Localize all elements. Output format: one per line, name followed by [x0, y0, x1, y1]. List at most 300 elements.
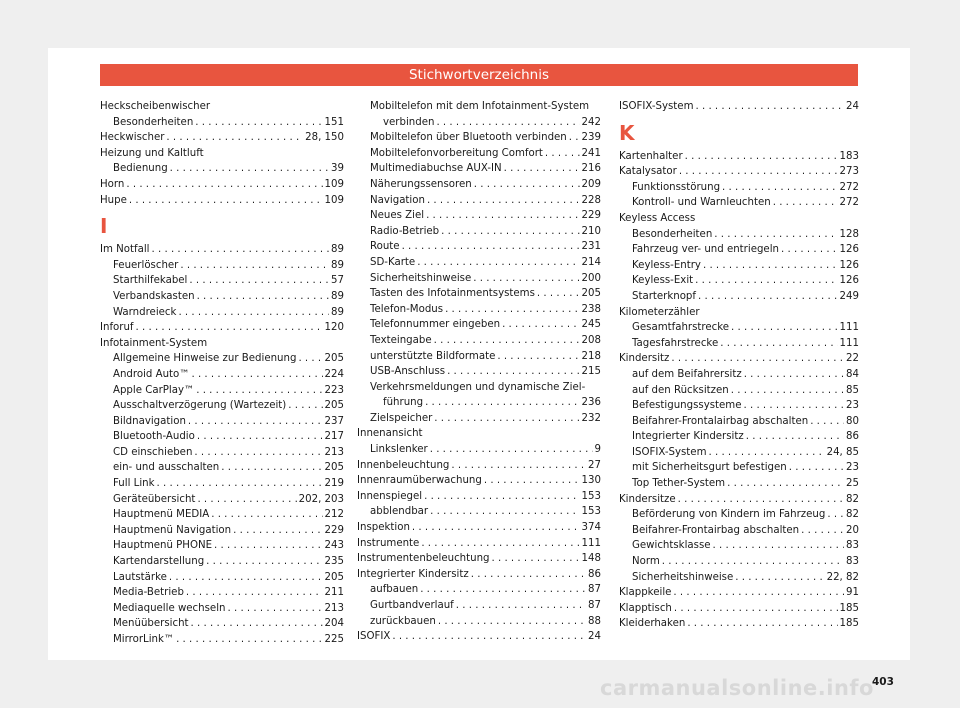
index-page-ref: 89 — [331, 290, 344, 302]
index-page-ref: 151 — [324, 116, 344, 128]
index-term: Inspektion — [357, 522, 410, 534]
index-entry — [619, 320, 859, 336]
index-page-ref: 205 — [324, 353, 344, 365]
index-page-ref: 229 — [581, 210, 601, 222]
dot-leader — [233, 523, 322, 539]
index-page-ref: 128 — [839, 228, 859, 240]
index-entry — [357, 317, 601, 333]
index-entry — [100, 351, 344, 367]
index-page-ref: 126 — [839, 259, 859, 271]
index-entry — [619, 429, 859, 445]
dot-leader — [744, 398, 845, 414]
index-term: Menüübersicht — [113, 618, 189, 630]
index-term: Navigation — [370, 194, 425, 206]
dot-leader — [671, 351, 844, 367]
index-entry — [357, 177, 601, 193]
index-entry — [619, 180, 859, 196]
index-entry — [619, 367, 859, 383]
dot-leader — [424, 489, 579, 505]
dot-leader — [191, 367, 322, 383]
index-entry — [619, 414, 859, 430]
index-heading: Mobiltelefon mit dem Infotainment-System — [370, 101, 590, 112]
index-entry — [619, 99, 859, 115]
dot-leader — [731, 383, 844, 399]
index-entry — [357, 239, 601, 255]
index-entry — [619, 195, 859, 211]
index-entry — [357, 598, 601, 614]
index-entry — [357, 364, 601, 380]
index-page-ref: 86 — [588, 568, 601, 580]
index-page-ref: 86 — [846, 431, 859, 443]
index-term: ISOFIX — [357, 631, 391, 643]
index-page-ref: 239 — [581, 132, 601, 144]
dot-leader — [447, 364, 579, 380]
index-page-ref: 232 — [581, 412, 601, 424]
dot-leader — [189, 273, 329, 289]
index-page-ref: 205 — [324, 462, 344, 474]
index-term: Beifahrer-Frontalairbag abschalten — [632, 415, 809, 427]
index-page-ref: 213 — [324, 602, 344, 614]
index-page-ref: 202, 203 — [298, 493, 344, 505]
index-entry — [100, 445, 344, 461]
index-term: Katalysator — [619, 166, 677, 178]
dot-leader — [206, 554, 322, 570]
index-term: Texteingabe — [370, 334, 432, 346]
dot-leader — [471, 567, 586, 583]
index-term: Gewichtsklasse — [632, 540, 711, 552]
index-entry — [619, 273, 859, 289]
index-page-ref: 205 — [581, 288, 601, 300]
dot-leader — [152, 242, 330, 258]
index-page-ref: 22, 82 — [826, 571, 859, 583]
index-entry — [357, 146, 601, 162]
dot-leader — [170, 161, 329, 177]
index-page-ref: 185 — [839, 602, 859, 614]
dot-leader — [445, 302, 579, 318]
index-term: Gesamtfahrstrecke — [632, 322, 730, 334]
dot-leader — [789, 460, 844, 476]
index-term: Hauptmenü PHONE — [113, 540, 213, 552]
index-term: Kindersitz — [619, 353, 670, 365]
index-page-ref: 216 — [581, 163, 601, 175]
dot-leader — [698, 289, 838, 305]
index-term: Starterknopf — [632, 290, 696, 302]
index-term: Linkslenker — [370, 444, 428, 456]
dot-leader — [484, 473, 580, 489]
section-letter: K — [619, 120, 635, 145]
index-page-ref: 218 — [581, 350, 601, 362]
index-entry — [100, 367, 344, 383]
index-entry — [357, 115, 601, 131]
dot-leader — [781, 242, 838, 258]
index-term: Tasten des Infotainmentsystems — [370, 288, 535, 300]
dot-leader — [678, 492, 844, 508]
dot-leader — [169, 570, 323, 586]
dot-leader — [392, 629, 586, 645]
index-entry — [100, 492, 344, 508]
index-entry — [619, 570, 859, 586]
index-term: Innenbeleuchtung — [357, 459, 450, 471]
index-entry — [619, 164, 859, 180]
index-page-ref: 20 — [846, 524, 859, 536]
index-page-ref: 209 — [581, 178, 601, 190]
dot-leader — [441, 224, 579, 240]
index-page-ref: 273 — [839, 166, 859, 178]
index-term: Hupe — [100, 194, 127, 206]
index-term: Verbandskasten — [113, 290, 195, 302]
index-page-ref: 24 — [846, 101, 859, 112]
index-page-ref: 23 — [846, 462, 859, 474]
dot-leader — [474, 177, 580, 193]
index-entry — [100, 193, 344, 209]
index-page-ref: 109 — [324, 194, 344, 206]
dot-leader — [497, 349, 579, 365]
index-term: Kleiderhaken — [619, 618, 686, 630]
dot-leader — [136, 320, 323, 336]
index-entry — [357, 130, 601, 146]
index-page-ref: 249 — [839, 290, 859, 302]
dot-leader — [126, 177, 322, 193]
index-page-ref: 200 — [581, 272, 601, 284]
index-entry — [619, 445, 859, 461]
index-heading: Heckscheibenwischer — [100, 101, 211, 112]
dot-leader — [176, 632, 322, 648]
index-entry — [100, 601, 344, 617]
index-term: Kartenhalter — [619, 150, 683, 162]
dot-leader — [194, 445, 322, 461]
index-page-ref: 126 — [839, 275, 859, 287]
dot-leader — [129, 193, 323, 209]
index-entry — [619, 149, 859, 165]
index-page-ref: 9 — [594, 444, 601, 456]
index-page-ref: 205 — [324, 400, 344, 412]
index-term: Hauptmenü Navigation — [113, 524, 232, 536]
index-heading: Innenansicht — [357, 428, 423, 440]
index-page-ref: 211 — [324, 587, 344, 599]
index-term: Hauptmenü MEDIA — [113, 509, 210, 521]
section-letter: I — [100, 214, 108, 239]
index-page-ref: 24 — [588, 631, 601, 643]
dot-leader — [545, 146, 580, 162]
dot-leader — [425, 395, 579, 411]
dot-leader — [438, 614, 586, 630]
dot-leader — [695, 273, 837, 289]
index-page-ref: 223 — [324, 384, 344, 396]
index-page-ref: 231 — [581, 241, 601, 253]
index-page-ref: 212 — [324, 509, 344, 521]
index-entry — [100, 161, 344, 177]
index-entry — [357, 567, 601, 583]
index-term: SD-Karte — [370, 256, 416, 268]
index-term: unterstützte Bildformate — [370, 350, 496, 362]
index-page-ref: 87 — [588, 600, 601, 611]
watermark: carmanualsonline.info — [600, 676, 874, 700]
dot-leader — [674, 601, 838, 617]
index-entry — [619, 289, 859, 305]
index-entry — [357, 629, 601, 645]
index-page-ref: 235 — [324, 556, 344, 568]
index-entry — [100, 258, 344, 274]
index-page-ref: 24, 85 — [826, 446, 859, 458]
dot-leader — [492, 551, 580, 567]
dot-leader — [436, 115, 579, 131]
dot-leader — [214, 538, 323, 554]
index-entry — [619, 351, 859, 367]
index-entry — [100, 585, 344, 601]
index-entry — [619, 336, 859, 352]
index-page-ref: 111 — [839, 322, 859, 334]
index-page-ref: 23 — [846, 400, 859, 412]
dot-leader — [427, 193, 580, 209]
index-entry — [100, 523, 344, 539]
index-entry — [357, 286, 601, 302]
index-entry — [619, 507, 859, 523]
index-entry — [100, 130, 344, 146]
index-term: Horn — [100, 178, 125, 190]
index-term: Full Link — [113, 478, 155, 490]
index-term: Integrierter Kindersitz — [632, 431, 744, 443]
index-page-ref: 238 — [581, 303, 601, 315]
dot-leader — [211, 507, 322, 523]
dot-leader — [731, 320, 838, 336]
index-page-ref: 185 — [839, 618, 859, 630]
index-term: Sicherheitshinweise — [632, 571, 734, 583]
index-page-ref: 91 — [846, 587, 859, 599]
dot-leader — [421, 536, 579, 552]
index-page-ref: 82 — [846, 509, 859, 521]
index-entry — [100, 507, 344, 523]
dot-leader — [687, 616, 837, 632]
index-entry — [100, 273, 344, 289]
index-page-ref: 80 — [846, 415, 859, 427]
index-term: Instrumentenbeleuchtung — [357, 553, 490, 565]
index-term: Sicherheitshinweise — [370, 272, 472, 284]
dot-leader — [430, 442, 593, 458]
index-term: Besonderheiten — [632, 228, 713, 240]
index-page-ref: 28, 150 — [305, 132, 344, 144]
index-page-ref: 148 — [581, 553, 601, 565]
index-term: Keyless-Exit — [632, 275, 694, 287]
index-term: Gurtbandverlauf — [370, 600, 454, 611]
dot-leader — [227, 601, 322, 617]
index-term: Beifahrer-Frontairbag abschalten — [632, 524, 800, 536]
dot-leader — [417, 255, 579, 271]
index-page-ref: 219 — [324, 478, 344, 490]
index-term: aufbauen — [370, 584, 419, 596]
index-term: Bluetooth-Audio — [113, 431, 195, 443]
index-page-ref: 153 — [581, 490, 601, 502]
dot-leader — [188, 414, 323, 430]
index-page-ref: 111 — [581, 537, 601, 549]
dot-leader — [714, 227, 837, 243]
index-page-ref: 241 — [581, 147, 601, 159]
index-page-ref: 83 — [846, 540, 859, 552]
index-entry — [100, 429, 344, 445]
dot-leader — [197, 492, 296, 508]
index-term: verbinden — [383, 116, 435, 128]
index-entry — [357, 161, 601, 177]
dot-leader — [180, 258, 329, 274]
dot-leader — [473, 271, 579, 287]
index-page-ref: 57 — [331, 275, 344, 287]
index-term: Telefonnummer eingeben — [370, 319, 501, 331]
index-entry — [357, 411, 601, 427]
index-term: CD einschieben — [113, 446, 193, 458]
index-entry — [357, 271, 601, 287]
index-term: Ausschaltverzögerung (Wartezeit) — [113, 400, 287, 412]
dot-leader — [504, 161, 580, 177]
index-term: Integrierter Kindersitz — [357, 568, 469, 580]
index-page-ref: 183 — [839, 150, 859, 162]
index-term: Kontroll- und Warnleuchten — [632, 197, 771, 209]
index-entry — [619, 476, 859, 492]
index-term: Geräteübersicht — [113, 493, 196, 505]
index-term: auf den Rücksitzen — [632, 384, 729, 396]
index-page-ref: 210 — [581, 225, 601, 237]
index-page-ref: 204 — [324, 618, 344, 630]
index-term: Kindersitze — [619, 493, 676, 505]
index-entry — [100, 305, 344, 321]
index-page-ref: 89 — [331, 259, 344, 271]
index-entry — [100, 383, 344, 399]
index-page-ref: 84 — [846, 368, 859, 380]
dot-leader — [773, 195, 838, 211]
index-entry — [100, 460, 344, 476]
index-page-ref: 242 — [581, 116, 601, 128]
index-term: zurückbauen — [370, 615, 436, 627]
index-page-ref: 82 — [846, 493, 859, 505]
index-heading: Infotainment-System — [100, 337, 208, 349]
index-column-2 — [357, 99, 601, 645]
index-entry — [619, 616, 859, 632]
index-term: ein- und ausschalten — [113, 462, 220, 474]
index-entry — [100, 538, 344, 554]
dot-leader — [744, 367, 844, 383]
dot-leader — [722, 180, 838, 196]
index-page-ref: 243 — [324, 540, 344, 552]
dot-leader — [157, 476, 323, 492]
dot-leader — [727, 476, 844, 492]
dot-leader — [569, 130, 580, 146]
index-term: Warndreieck — [113, 306, 177, 318]
dot-leader — [673, 585, 844, 601]
index-entry — [357, 333, 601, 349]
index-term: Mobiltelefon über Bluetooth verbinden — [370, 132, 567, 144]
dot-leader — [402, 239, 580, 255]
index-page-ref: 225 — [324, 634, 344, 645]
dot-leader — [709, 445, 825, 461]
index-page-ref: 153 — [581, 506, 601, 518]
index-entry — [619, 585, 859, 601]
dot-leader — [420, 582, 586, 598]
index-term: Instrumente — [357, 537, 420, 549]
index-term: Radio-Betrieb — [370, 225, 440, 237]
index-entry — [357, 551, 601, 567]
index-page-ref: 228 — [581, 194, 601, 206]
dot-leader — [412, 520, 580, 536]
index-heading: Verkehrsmeldungen und dynamische Ziel- — [370, 381, 586, 393]
index-page-ref: 208 — [581, 334, 601, 346]
index-page-ref: 272 — [839, 197, 859, 209]
index-entry — [357, 536, 601, 552]
index-term: Allgemeine Hinweise zur Bedienung — [113, 353, 297, 365]
index-heading: Heizung und Kaltluft — [100, 147, 204, 159]
index-page-ref: 89 — [331, 244, 344, 256]
index-term: Bedienung — [113, 163, 168, 175]
dot-leader — [166, 130, 303, 146]
dot-leader — [679, 164, 838, 180]
dot-leader — [713, 538, 844, 554]
index-entry — [357, 614, 601, 630]
index-entry — [100, 242, 344, 258]
index-page-ref: 215 — [581, 366, 601, 378]
index-page-ref: 111 — [839, 337, 859, 349]
index-term: Beförderung von Kindern im Fahrzeug — [632, 509, 826, 521]
index-term: Zielspeicher — [370, 412, 433, 424]
index-entry — [100, 570, 344, 586]
dot-leader — [298, 351, 322, 367]
index-entry — [100, 320, 344, 336]
dot-leader — [426, 208, 579, 224]
dot-leader — [197, 429, 323, 445]
index-entry — [357, 255, 601, 271]
index-entry — [100, 476, 344, 492]
index-term: ISOFIX-System — [619, 101, 694, 112]
index-page-ref: 213 — [324, 446, 344, 458]
index-term: Tagesfahrstrecke — [632, 337, 719, 349]
index-term: ISOFIX-System — [632, 446, 707, 458]
index-term: MirrorLink™ — [113, 634, 175, 645]
index-entry — [357, 208, 601, 224]
index-entry — [619, 258, 859, 274]
dot-leader — [430, 504, 579, 520]
index-term: Bildnavigation — [113, 415, 186, 427]
index-entry — [357, 224, 601, 240]
index-page-ref: 245 — [581, 319, 601, 331]
index-term: Fahrzeug ver- und entriegeln — [632, 244, 779, 256]
index-term: Neues Ziel — [370, 210, 425, 222]
dot-leader — [451, 458, 586, 474]
index-term: Lautstärke — [113, 571, 167, 583]
dot-leader — [810, 414, 844, 430]
index-entry — [357, 582, 601, 598]
index-term: Befestigungssysteme — [632, 400, 742, 412]
index-entry — [100, 177, 344, 193]
index-page-ref: 272 — [839, 181, 859, 193]
dot-leader — [537, 286, 580, 302]
index-entry — [357, 473, 601, 489]
index-entry — [619, 383, 859, 399]
index-term: Route — [370, 241, 400, 253]
index-entry — [619, 538, 859, 554]
index-term: Telefon-Modus — [370, 303, 444, 315]
dot-leader — [221, 460, 322, 476]
index-term: Klappkeile — [619, 587, 672, 599]
index-page-ref: 120 — [324, 322, 344, 334]
index-page-ref: 87 — [588, 584, 601, 596]
page-title: Stichwortverzeichnis — [100, 64, 858, 86]
index-entry — [357, 489, 601, 505]
dot-leader — [827, 507, 844, 523]
dot-leader — [662, 554, 844, 570]
dot-leader — [195, 115, 322, 131]
index-entry — [619, 523, 859, 539]
index-term: Innenraumüberwachung — [357, 475, 482, 487]
index-page-ref: 83 — [846, 556, 859, 568]
index-term: Innenspiegel — [357, 490, 423, 502]
index-term: Funktionsstörung — [632, 181, 721, 193]
index-term: Inforuf — [100, 322, 134, 334]
